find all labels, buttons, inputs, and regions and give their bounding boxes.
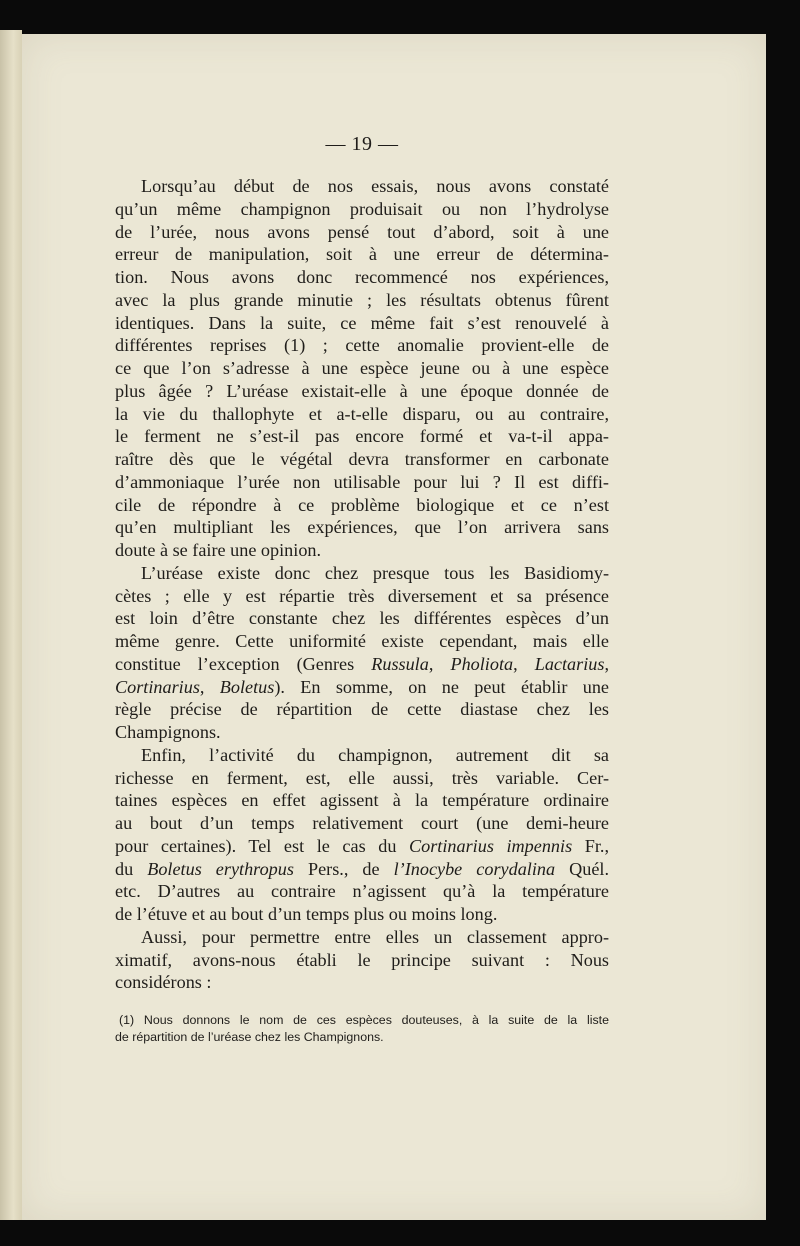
footnote-line: de répartition de l’uréase chez les Champignons. xyxy=(115,1030,384,1044)
text-line: avec la plus grande minutie ; les résultats obtenus fûrent xyxy=(115,289,609,310)
text-line: Lorsqu’au début de nos essais, nous avons constaté xyxy=(141,176,609,196)
text-line: la vie du thallophyte et a-t-elle disparu, ou au contraire, xyxy=(115,403,609,424)
text-line: plus âgée ? L’uréase existait-elle à une époque donnée de xyxy=(115,380,609,401)
text-line: ce que l’on s’adresse à une espèce jeune ou à une espèce xyxy=(115,358,609,378)
text-line: etc. D’autres au contraire n’agissent qu’à la température xyxy=(115,881,609,902)
text-line: ximatif, avons-nous établi le principe suivant : Nous xyxy=(115,949,609,970)
text-line: taines espèces en effet agissent à la température ordinaire xyxy=(115,790,609,811)
text-line: cile de répondre à ce problème biologique et ce n’est xyxy=(115,494,609,515)
text-line: identiques. Dans la suite, ce même fait s’est renouvelé à xyxy=(115,312,609,333)
text-line: le ferment ne s’est-il pas encore formé et va-t-il appa- xyxy=(115,426,609,447)
book-page xyxy=(22,34,766,1220)
text-line: de l’étuve et au bout d’un temps plus ou moins long. xyxy=(115,904,498,924)
text-line: différentes reprises (1) ; cette anomalie provient-elle de xyxy=(115,335,609,356)
page-number: — 19 — xyxy=(325,133,399,155)
paragraph xyxy=(115,744,609,926)
paragraph xyxy=(115,926,609,994)
text-line: Cortinarius, Boletus). En somme, on ne peut établir une xyxy=(115,676,609,697)
text-line: Aussi, pour permettre entre elles un classement appro- xyxy=(141,926,609,947)
text-line: règle précise de répartition de cette diastase chez les xyxy=(115,699,609,720)
text-line: erreur de manipulation, soit à une erreur de détermina- xyxy=(115,244,609,265)
text-line: L’uréase existe donc chez presque tous les Basidiomy- xyxy=(141,562,609,583)
text-line: est loin d’être constante chez les différentes espèces d’un xyxy=(115,608,609,629)
text-line: Enfin, l’activité du champignon, autrement dit sa xyxy=(141,744,609,765)
text-line: constitue l’exception (Genres Russula, Pholiota, Lactarius, xyxy=(115,653,609,674)
text-line: richesse en ferment, est, elle aussi, très variable. Cer- xyxy=(115,767,609,788)
text-block xyxy=(115,130,609,1046)
text-line: qu’en multipliant les expériences, que l’on arrivera sans xyxy=(115,517,609,538)
text-line: même genre. Cette uniformité existe cependant, mais elle xyxy=(115,631,609,651)
paragraph xyxy=(115,175,609,562)
text-line: pour certaines). Tel est le cas du Cortinarius impennis Fr., xyxy=(115,835,609,856)
text-line: d’ammoniaque l’urée non utilisable pour lui ? Il est diffi- xyxy=(115,471,609,492)
text-line: de l’urée, nous avons pensé tout d’abord, soit à une xyxy=(115,221,609,242)
paragraph xyxy=(115,562,609,744)
text-line: qu’un même champignon produisait ou non l’hydrolyse xyxy=(115,198,609,219)
text-line: Champignons. xyxy=(115,722,221,742)
text-line: raître dès que le végétal devra transformer en carbonate xyxy=(115,449,609,469)
text-line: doute à se faire une opinion. xyxy=(115,540,322,560)
text-line: du Boletus erythropus Pers., de l’Inocybe corydalina Quél. xyxy=(115,858,610,879)
footnote-line: (1) Nous donnons le nom de ces espèces douteuses, à la suite de la liste xyxy=(119,1013,609,1027)
footnote xyxy=(115,1012,609,1046)
text-line: cètes ; elle y est répartie très diversement et sa présence xyxy=(115,585,609,606)
body-text xyxy=(115,175,609,994)
text-line: considérons : xyxy=(115,972,212,993)
facing-page-edge xyxy=(0,30,22,1220)
text-line: au bout d’un temps relativement court (une demi-heure xyxy=(115,813,609,833)
text-line: tion. Nous avons donc recommencé nos expériences, xyxy=(115,267,609,287)
